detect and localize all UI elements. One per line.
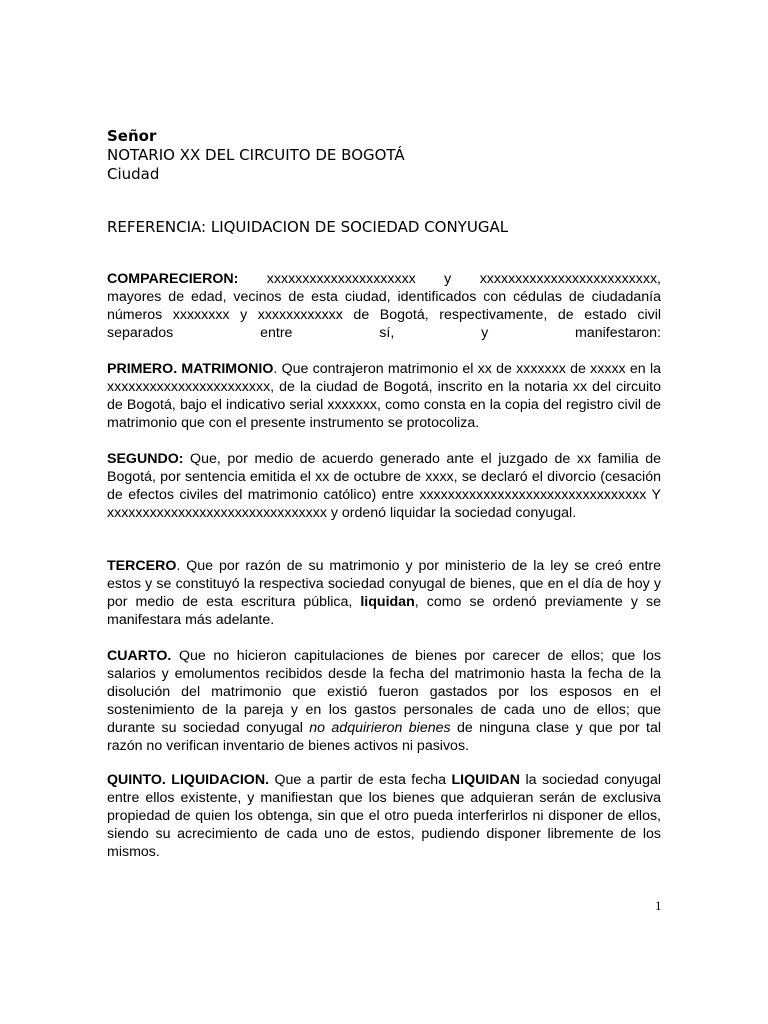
tercero-label: TERCERO (107, 558, 177, 574)
paragraph-comparecieron (107, 271, 661, 343)
paragraph-tercero (107, 558, 661, 630)
comparecieron-first-line (107, 271, 661, 289)
primero-text: . Que contrajeron matrimonio el xx de xxxxxxx de xxxxx en la xxxxxxxxxxxxxxxxxxxxxxx, de la ciudad de Bogotá, inscrito en la notaria xx del circuito de Bogotá, bajo el indicativo serial xxxxxxx, como consta en la copia del registro civil de matrimonio que con el presente instrumento se protocoliza. (107, 361, 661, 431)
tercero-text-after: , como se ordenó previamente y se manifestara más adelante. (107, 593, 661, 628)
city: Ciudad (107, 165, 160, 183)
paragraph-quinto (107, 772, 661, 862)
paragraph-cuarto (107, 648, 661, 755)
tercero-text-before: . Que por razón de su matrimonio y por ministerio de la ley se creó entre estos y se constituyó la respectiva sociedad conyugal de bienes, que en el día de hoy y por medio de esta escritura pública, (107, 558, 661, 610)
comparecieron-label: COMPARECIERON: (107, 271, 239, 287)
quinto-label: QUINTO. LIQUIDACION. (107, 772, 270, 788)
page-number: 1 (655, 898, 662, 913)
paragraph-primero (107, 361, 661, 433)
cuarto-text-before: Que no hicieron capitulaciones de bienes por carecer de ellos; que los salarios y emolumentos recibidos desde la fecha del matrimonio hasta la fecha de la disolución del matrimonio que existió fueron gastados por los esposos en el sostenimiento de la pareja y en los gastos personales de cada uno de ellos; que durante su sociedad conyugal (107, 648, 661, 736)
segundo-label: SEGUNDO: (107, 451, 184, 467)
quinto-emphasis: LIQUIDAN (451, 772, 521, 788)
cuarto-text-after: de ninguna clase y que por tal razón no verifican inventario de bienes activos ni pasivos. (107, 719, 661, 754)
addressee: NOTARIO XX DEL CIRCUITO DE BOGOTÁ (107, 146, 405, 164)
segundo-text: Que, por medio de acuerdo generado ante el juzgado de xx familia de Bogotá, por sentencia emitida el xx de octubre de xxxx, se declaró el divorcio (cesación de efectos civiles del matrimonio católico) entre xxxxxxxxxxxxxxxxxxxxxxxxxxxxxxxx Y xxxxxxxxxxxxxxxxxxxxxxxxxxxxxxx y ordenó liquidar la sociedad conyugal. (107, 451, 661, 521)
cuarto-italic: no adquirieron bienes (309, 719, 451, 736)
letter-header (107, 127, 405, 184)
reference-line: REFERENCIA: LIQUIDACION DE SOCIEDAD CONYUGAL (107, 218, 509, 236)
primero-label: PRIMERO. MATRIMONIO (107, 361, 274, 377)
quinto-text-after: la sociedad conyugal entre ellos existente, y manifiestan que los bienes que adquieran serán de exclusiva propiedad de quien los obtenga, sin que el otro pueda interferirlos ni disponer de ellos, siendo su acrecimiento de cada uno de estos, pudiendo disponer libremente de los mismos. (107, 772, 661, 860)
cuarto-label: CUARTO. (107, 648, 172, 664)
quinto-text-before: Que a partir de esta fecha (269, 772, 452, 788)
paragraph-segundo (107, 451, 661, 523)
salutation: Señor (107, 127, 157, 145)
tercero-emphasis: liquidan (360, 593, 415, 610)
comparecieron-body: mayores de edad, vecinos de esta ciudad, identificados con cédulas de ciudadanía números xxxxxxxx y xxxxxxxxxxxx de Bogotá, respectivamente, de estado civil separados entre sí, y manifestaron: (107, 288, 661, 341)
comparecieron-names: xxxxxxxxxxxxxxxxxxxxx y xxxxxxxxxxxxxxxxxxxxxxxxx, (238, 271, 661, 287)
